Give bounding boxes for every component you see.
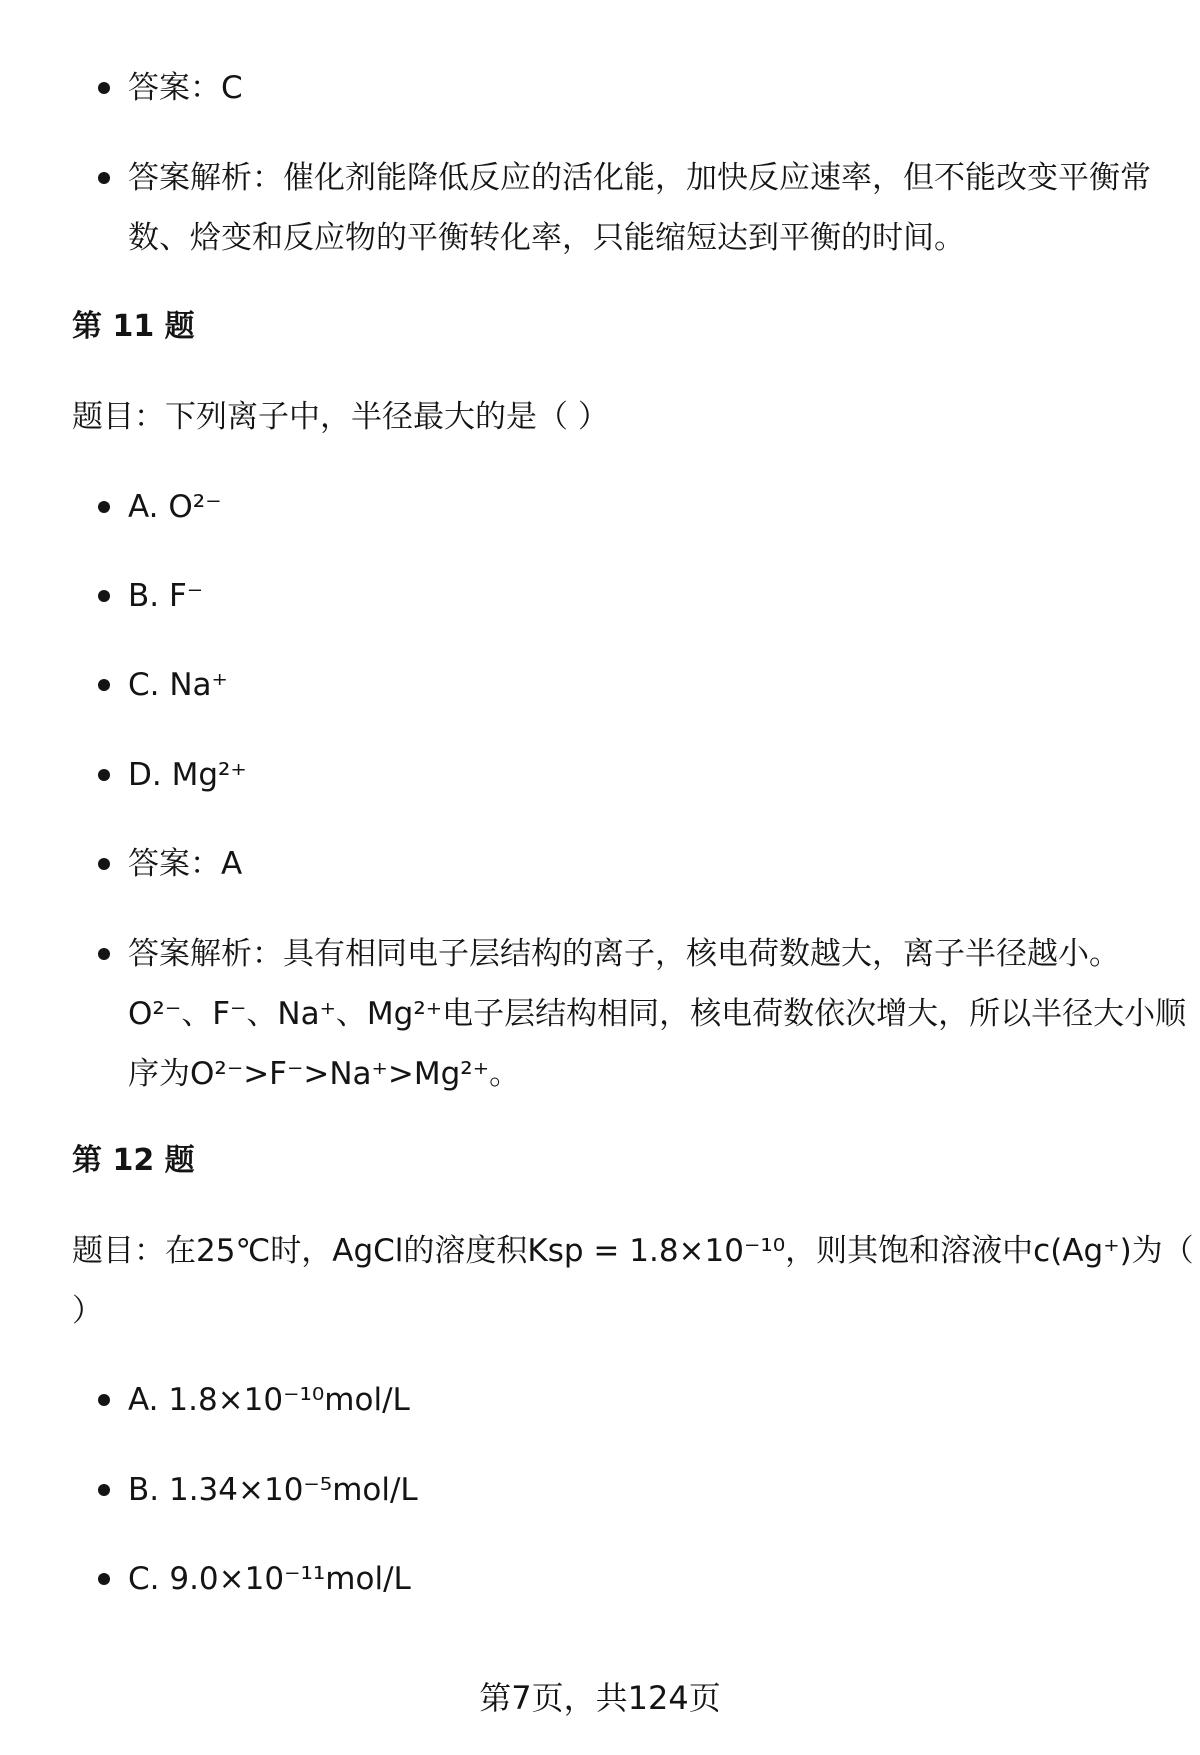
bullet <box>98 172 110 184</box>
question-line: 题目：在25℃时，AgCl的溶度积Ksp = 1.8×10⁻¹⁰，则其饱和溶液中c(Ag⁺)为（ <box>72 1233 1194 1269</box>
explanation-q11 <box>128 924 1187 1104</box>
option-b-q11: B. F⁻ <box>128 578 204 614</box>
answer-q11: 答案：A <box>128 846 243 882</box>
option-b-q12: B. 1.34×10⁻⁵mol/L <box>128 1472 418 1508</box>
option-a-q12: A. 1.8×10⁻¹⁰mol/L <box>128 1382 410 1418</box>
option-d-q11: D. Mg²⁺ <box>128 757 247 793</box>
question-text-11: 题目：下列离子中，半径最大的是（ ） <box>72 399 609 435</box>
bullet <box>98 858 110 870</box>
explanation-line: 答案解析：催化剂能降低反应的活化能，加快反应速率，但不能改变平衡常 <box>128 160 1151 196</box>
bullet <box>98 590 110 602</box>
question-line: ） <box>72 1293 103 1329</box>
bullet <box>98 769 110 781</box>
explanation-line: 序为O²⁻>F⁻>Na⁺>Mg²⁺。 <box>128 1056 521 1092</box>
explanation-q10 <box>128 148 1158 268</box>
bullet <box>98 679 110 691</box>
bullet <box>98 1573 110 1585</box>
explanation-line: 答案解析：具有相同电子层结构的离子，核电荷数越大，离子半径越小。 <box>128 936 1120 972</box>
question-heading-11: 第 11 题 <box>72 309 195 344</box>
answer-q10: 答案：C <box>128 70 243 106</box>
option-a-q11: A. O²⁻ <box>128 489 222 525</box>
explanation-line: 数、焓变和反应物的平衡转化率，只能缩短达到平衡的时间。 <box>128 220 965 256</box>
bullet <box>98 948 110 960</box>
option-c-q11: C. Na⁺ <box>128 667 228 703</box>
bullet <box>98 1484 110 1496</box>
bullet <box>98 501 110 513</box>
bullet <box>98 1394 110 1406</box>
question-text-12 <box>72 1221 1194 1341</box>
bullet <box>98 82 110 94</box>
option-c-q12: C. 9.0×10⁻¹¹mol/L <box>128 1561 411 1597</box>
question-heading-12: 第 12 题 <box>72 1143 195 1178</box>
explanation-line: O²⁻、F⁻、Na⁺、Mg²⁺电子层结构相同，核电荷数依次增大，所以半径大小顺 <box>128 996 1187 1032</box>
page-number: 第7页，共124页 <box>479 1679 721 1717</box>
